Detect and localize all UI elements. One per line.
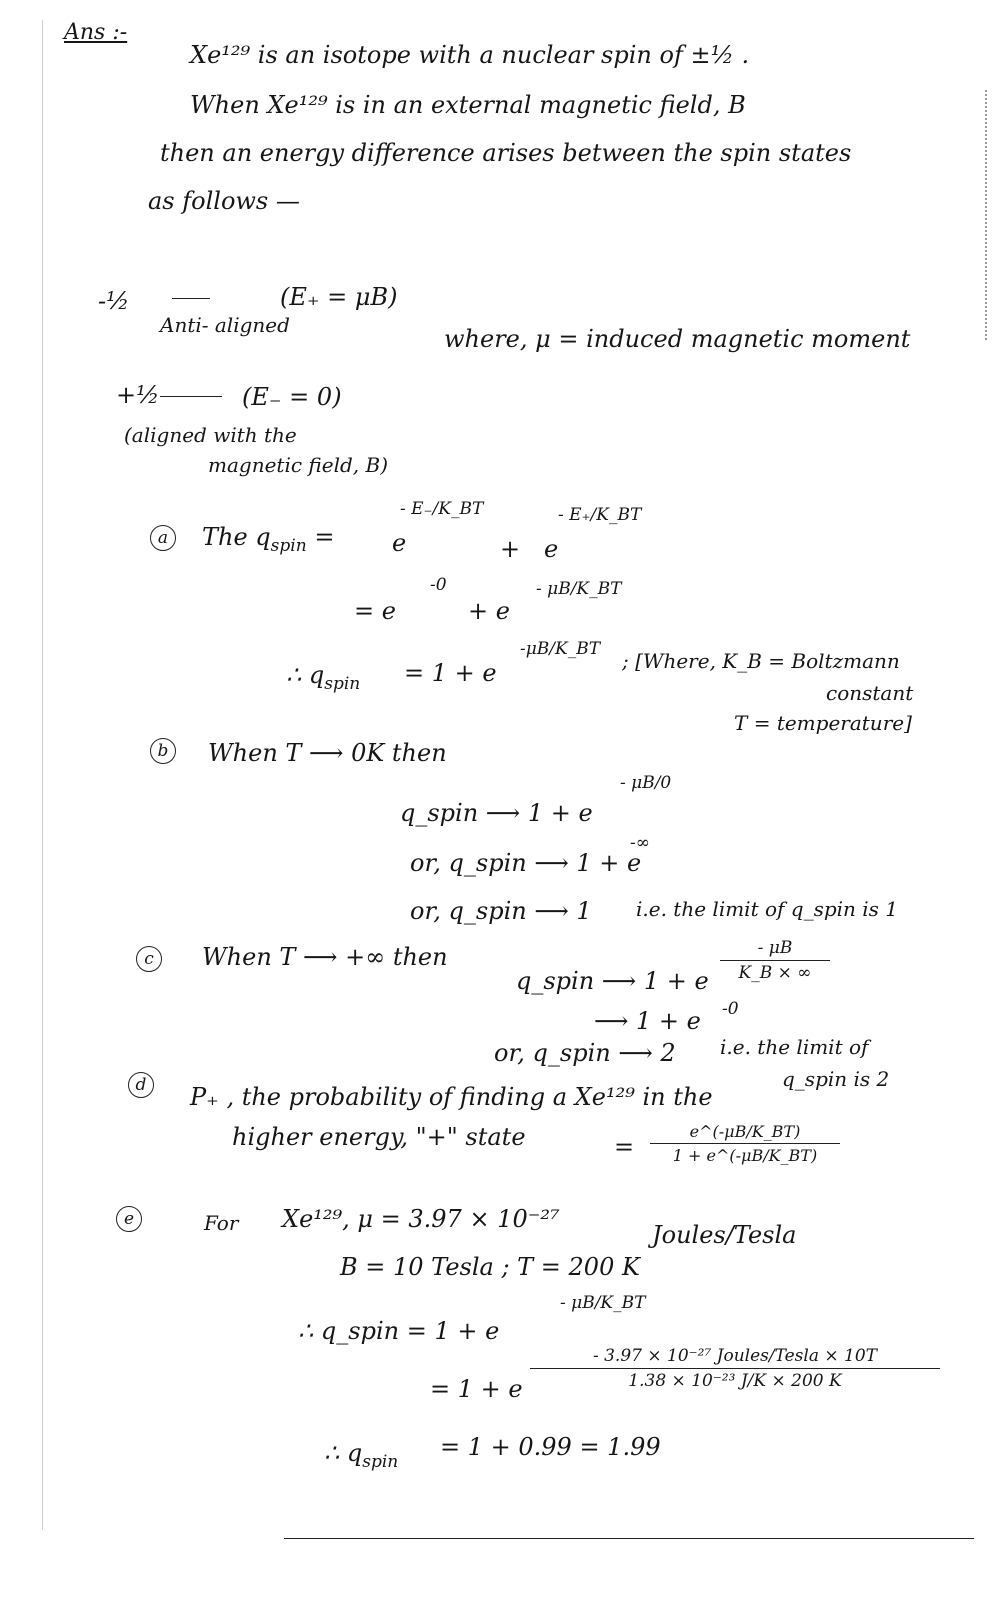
part-e-for: For [204, 1211, 239, 1235]
part-a-term-2-exponent: - E₊/K_BT [558, 505, 642, 525]
part-a-q-spin: ∴ $q_{spin}$ [286, 661, 361, 694]
part-b-marker: b [150, 738, 176, 764]
part-a-q-label: The $q_{spin}$ = [202, 523, 335, 556]
intro-line-4: as follows — [148, 187, 300, 215]
part-e-line-3: ∴ q_spin = 1 + e [298, 1317, 500, 1345]
upper-state-energy: (E₊ = μB) [280, 283, 398, 311]
part-e-final-q: ∴ $q_{spin}$ [324, 1439, 399, 1472]
part-e-line-2: B = 10 Tesla ; T = 200 K [340, 1253, 640, 1281]
upper-state-label: Anti- aligned [160, 313, 290, 337]
probability-fraction: e^(-μB/K_BT) 1 + e^(-μB/K_BT) [650, 1122, 840, 1165]
part-d-line-1: P₊ , the probability of finding a Xe¹²⁹ in the [190, 1083, 713, 1111]
temperature-note: T = temperature] [734, 711, 912, 735]
intro-line-3: then an energy difference arises between the spin states [160, 139, 852, 167]
part-a-line-2-plus: + e [468, 597, 510, 625]
lower-state-label-1: (aligned with the [124, 423, 297, 447]
left-margin-line [42, 20, 43, 1530]
part-c-step-2: ⟶ 1 + e [594, 1007, 701, 1035]
part-a-marker: a [150, 525, 176, 551]
part-c-step-2-exponent: -0 [722, 999, 739, 1019]
part-d-line-2: higher energy, "+" state [232, 1123, 526, 1151]
intro-line-2: When Xe¹²⁹ is in an external magnetic field, B [190, 91, 746, 119]
part-a-term-1-exponent: - E₋/K_BT [400, 499, 484, 519]
part-c-conclusion-2: q_spin is 2 [782, 1067, 890, 1091]
part-a-line-2: = e [354, 597, 396, 625]
part-d-marker: d [128, 1072, 154, 1098]
upper-state-spin: -½ [98, 287, 130, 315]
part-a-result-exponent: -μB/K_BT [520, 639, 601, 659]
part-e-final-result: = 1 + 0.99 = 1.99 [440, 1433, 661, 1461]
constant-note: constant [826, 681, 914, 705]
part-c-marker: c [136, 946, 162, 972]
page-edge-perforation [985, 90, 987, 340]
part-a-plus: + [500, 535, 521, 563]
part-e-line-3-exponent: - μB/K_BT [560, 1293, 646, 1313]
part-b-intro: When T ⟶ 0K then [208, 739, 447, 767]
part-e-marker: e [116, 1206, 142, 1232]
part-a-term-1: e [392, 529, 407, 557]
part-c-intro: When T ⟶ +∞ then [202, 943, 448, 971]
intro-line-1: Xe¹²⁹ is an isotope with a nuclear spin of ±½ . [190, 41, 750, 69]
part-d-equals: = [614, 1133, 635, 1161]
upper-level-line [172, 298, 210, 299]
part-c-step-3: or, q_spin ⟶ 2 [494, 1039, 676, 1067]
part-c-step-1-exponent: - μB K_B × ∞ [720, 938, 830, 983]
part-b-step-1-exponent: - μB/0 [620, 773, 672, 793]
part-a-result: = 1 + e [404, 659, 497, 687]
part-a-line-2-exp-1: -0 [430, 575, 447, 595]
lower-state-label-2: magnetic field, B) [208, 453, 388, 477]
lower-level-line [160, 396, 222, 397]
bottom-rule [284, 1538, 974, 1539]
part-c-conclusion-1: i.e. the limit of [720, 1035, 869, 1059]
part-a-term-2: e [544, 535, 559, 563]
magnetic-moment-note: where, μ = induced magnetic moment [444, 325, 911, 353]
lower-state-energy: (E₋ = 0) [242, 383, 342, 411]
part-b-step-2: or, q_spin ⟶ 1 + e [410, 849, 642, 877]
part-e-line-1: Xe¹²⁹, μ = 3.97 × 10⁻²⁷ [282, 1205, 560, 1233]
answer-label: Ans :- [64, 20, 128, 45]
part-c-step-1: q_spin ⟶ 1 + e [516, 967, 709, 995]
part-b-step-1: q_spin ⟶ 1 + e [400, 799, 593, 827]
part-a-line-2-exp-2: - μB/K_BT [536, 579, 622, 599]
boltzmann-note: ; [Where, K_B = Boltzmann [622, 649, 900, 673]
part-e-units: Joules/Tesla [652, 1221, 797, 1249]
lower-state-spin: +½ [116, 381, 160, 409]
part-b-conclusion: i.e. the limit of q_spin is 1 [636, 897, 899, 921]
part-b-step-3: or, q_spin ⟶ 1 [410, 897, 592, 925]
part-b-step-2-exponent: -∞ [630, 833, 650, 853]
part-e-exponent-fraction: - 3.97 × 10⁻²⁷ Joules/Tesla × 10T 1.38 × 10⁻²³ J/K × 200 K [530, 1346, 940, 1391]
part-e-line-4: = 1 + e [430, 1375, 523, 1403]
